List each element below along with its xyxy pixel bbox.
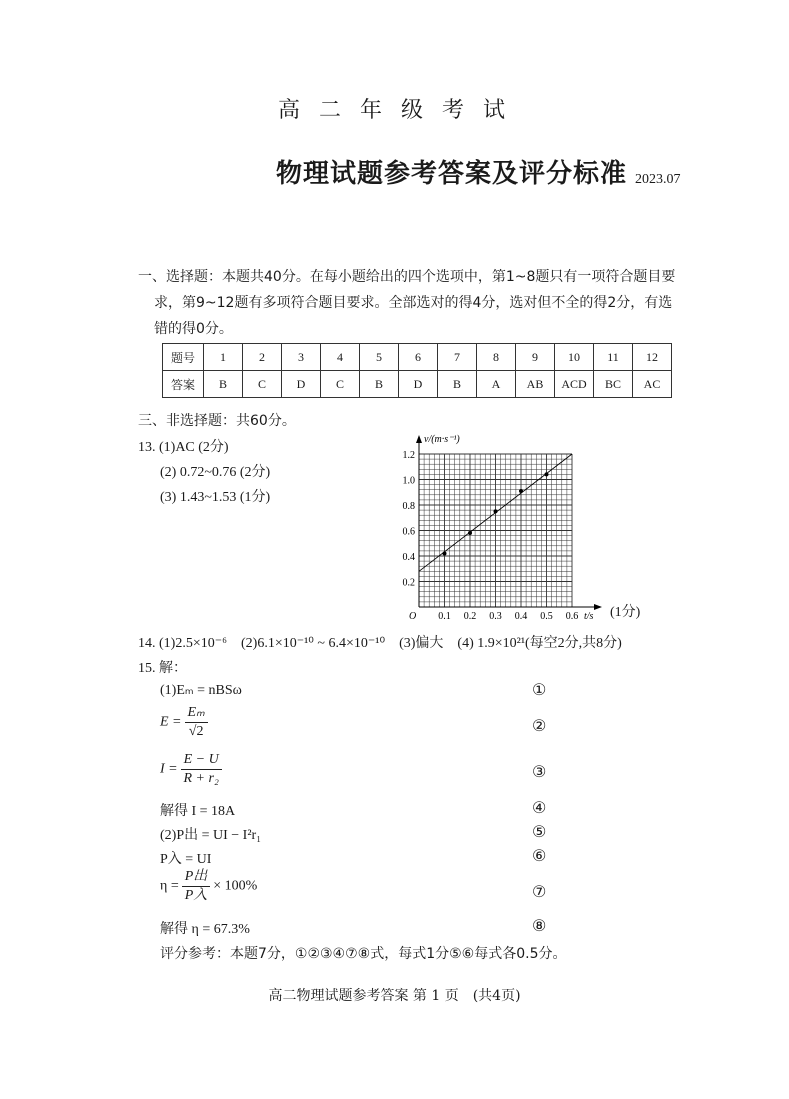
instr-line: 错的得0分。 xyxy=(154,321,233,337)
formula-8: 解得 η = 67.3% xyxy=(160,922,250,937)
answer-cell: AC xyxy=(633,371,672,398)
graph-score: (1分) xyxy=(610,605,641,620)
answer-cell: D xyxy=(399,371,438,398)
formula-7 xyxy=(160,868,257,905)
section3-heading: 三、非选择题：共60分。 xyxy=(138,413,296,429)
x-axis-label: t/s xyxy=(584,611,594,622)
y-tick-label: 1.2 xyxy=(402,450,415,461)
q13-line1: 13. (1)AC (2分) xyxy=(138,440,229,455)
formula-1: (1)Eₘ = nBSω xyxy=(160,683,242,698)
formula-lhs: I = xyxy=(160,761,178,777)
row-label: 题号 xyxy=(163,344,204,371)
numerator: P出 xyxy=(182,868,211,887)
answer-table xyxy=(162,343,672,398)
question-number: 2 xyxy=(243,344,282,371)
mark-2: ② xyxy=(532,716,547,735)
origin-label: O xyxy=(409,611,417,622)
answer-cell: B xyxy=(438,371,477,398)
x-tick-label: 0.6 xyxy=(565,611,579,622)
mark-5: ⑤ xyxy=(532,822,547,841)
velocity-time-graph xyxy=(380,425,620,625)
formula-rhs: × 100% xyxy=(213,878,258,894)
x-tick-label: 0.5 xyxy=(540,611,553,622)
formula-lhs: E = xyxy=(160,714,182,730)
y-tick-label: 0.4 xyxy=(402,552,415,563)
row-label: 答案 xyxy=(163,371,204,398)
answer-cell: ACD xyxy=(555,371,594,398)
y-tick-label: 1.0 xyxy=(402,475,415,487)
formula-3 xyxy=(160,751,225,788)
q14-answer: 14. (1)2.5×10⁻⁶ (2)6.1×10⁻¹⁰ ~ 6.4×10⁻¹⁰ (3)偏大 (4) 1.9×10²¹(每空2分,共8分) xyxy=(138,636,622,651)
answer-cell: A xyxy=(477,371,516,398)
data-point xyxy=(443,551,447,555)
denominator: √2 xyxy=(188,724,204,739)
answer-cell: D xyxy=(282,371,321,398)
question-number: 9 xyxy=(516,344,555,371)
question-number: 3 xyxy=(282,344,321,371)
y-tick-label: 0.2 xyxy=(402,577,415,589)
question-number: 11 xyxy=(594,344,633,371)
mark-3: ③ xyxy=(532,762,547,781)
x-tick-label: 0.3 xyxy=(489,611,502,622)
mark-8: ⑧ xyxy=(532,916,547,935)
table-row xyxy=(163,344,672,371)
question-number: 8 xyxy=(477,344,516,371)
formula-lhs: η = xyxy=(160,878,179,894)
y-tick-label: 0.8 xyxy=(402,501,415,512)
x-tick-label: 0.1 xyxy=(438,611,451,622)
question-number: 7 xyxy=(438,344,477,371)
q13-line2: (2) 0.72~0.76 (2分) xyxy=(160,465,271,480)
section1-instructions xyxy=(138,264,728,342)
question-number: 10 xyxy=(555,344,594,371)
y-axis-label: v/(m·s⁻¹) xyxy=(424,434,460,445)
formula-6: P入 = UI xyxy=(160,852,212,867)
x-tick-label: 0.2 xyxy=(463,611,477,622)
y-axis-arrow xyxy=(416,435,422,443)
answer-cell: B xyxy=(204,371,243,398)
question-number: 5 xyxy=(360,344,399,371)
data-point xyxy=(494,509,498,513)
x-tick-label: 0.4 xyxy=(514,611,528,622)
question-number: 12 xyxy=(633,344,672,371)
mark-6: ⑥ xyxy=(532,846,547,865)
formula-4: 解得 I = 18A xyxy=(160,804,236,819)
date: 2023.07 xyxy=(635,172,681,187)
question-number: 6 xyxy=(399,344,438,371)
scoring-note: 评分参考：本题7分，①②③④⑦⑧式，每式1分⑤⑥每式各0.5分。 xyxy=(160,946,567,962)
formula-5: (2)P出 = UI − I²r₁ xyxy=(160,828,262,843)
question-number: 1 xyxy=(204,344,243,371)
data-point xyxy=(468,531,472,535)
answer-cell: C xyxy=(321,371,360,398)
page-title: 物理试题参考答案及评分标准 xyxy=(276,159,628,189)
q13-line3: (3) 1.43~1.53 (1分) xyxy=(160,490,271,505)
mark-1: ① xyxy=(532,680,547,699)
mark-7: ⑦ xyxy=(532,882,547,901)
question-number: 4 xyxy=(321,344,360,371)
denominator: R + r₂ xyxy=(183,771,219,786)
table-row xyxy=(163,371,672,398)
denominator: P入 xyxy=(184,888,208,903)
data-point xyxy=(519,489,523,493)
answer-cell: C xyxy=(243,371,282,398)
numerator: Eₘ xyxy=(185,704,208,723)
answer-cell: B xyxy=(360,371,399,398)
y-tick-label: 0.6 xyxy=(402,526,415,538)
instr-line: 求，第9~12题有多项符合题目要求。全部选对的得4分，选对但不全的得2分，有选 xyxy=(154,295,673,311)
page-footer: 高二物理试题参考答案 第 1 页 (共4页) xyxy=(268,988,521,1004)
exam-header: 高 二 年 级 考 试 xyxy=(278,98,511,123)
mark-4: ④ xyxy=(532,798,547,817)
formula-2 xyxy=(160,704,211,741)
answer-cell: BC xyxy=(594,371,633,398)
q15-head: 15. 解： xyxy=(138,661,187,676)
answer-cell: AB xyxy=(516,371,555,398)
x-axis-arrow xyxy=(594,604,602,610)
instr-line: 一、选择题：本题共40分。在每小题给出的四个选项中，第1~8题只有一项符合题目要 xyxy=(138,269,676,285)
numerator: E − U xyxy=(181,751,222,770)
data-point xyxy=(545,472,549,476)
